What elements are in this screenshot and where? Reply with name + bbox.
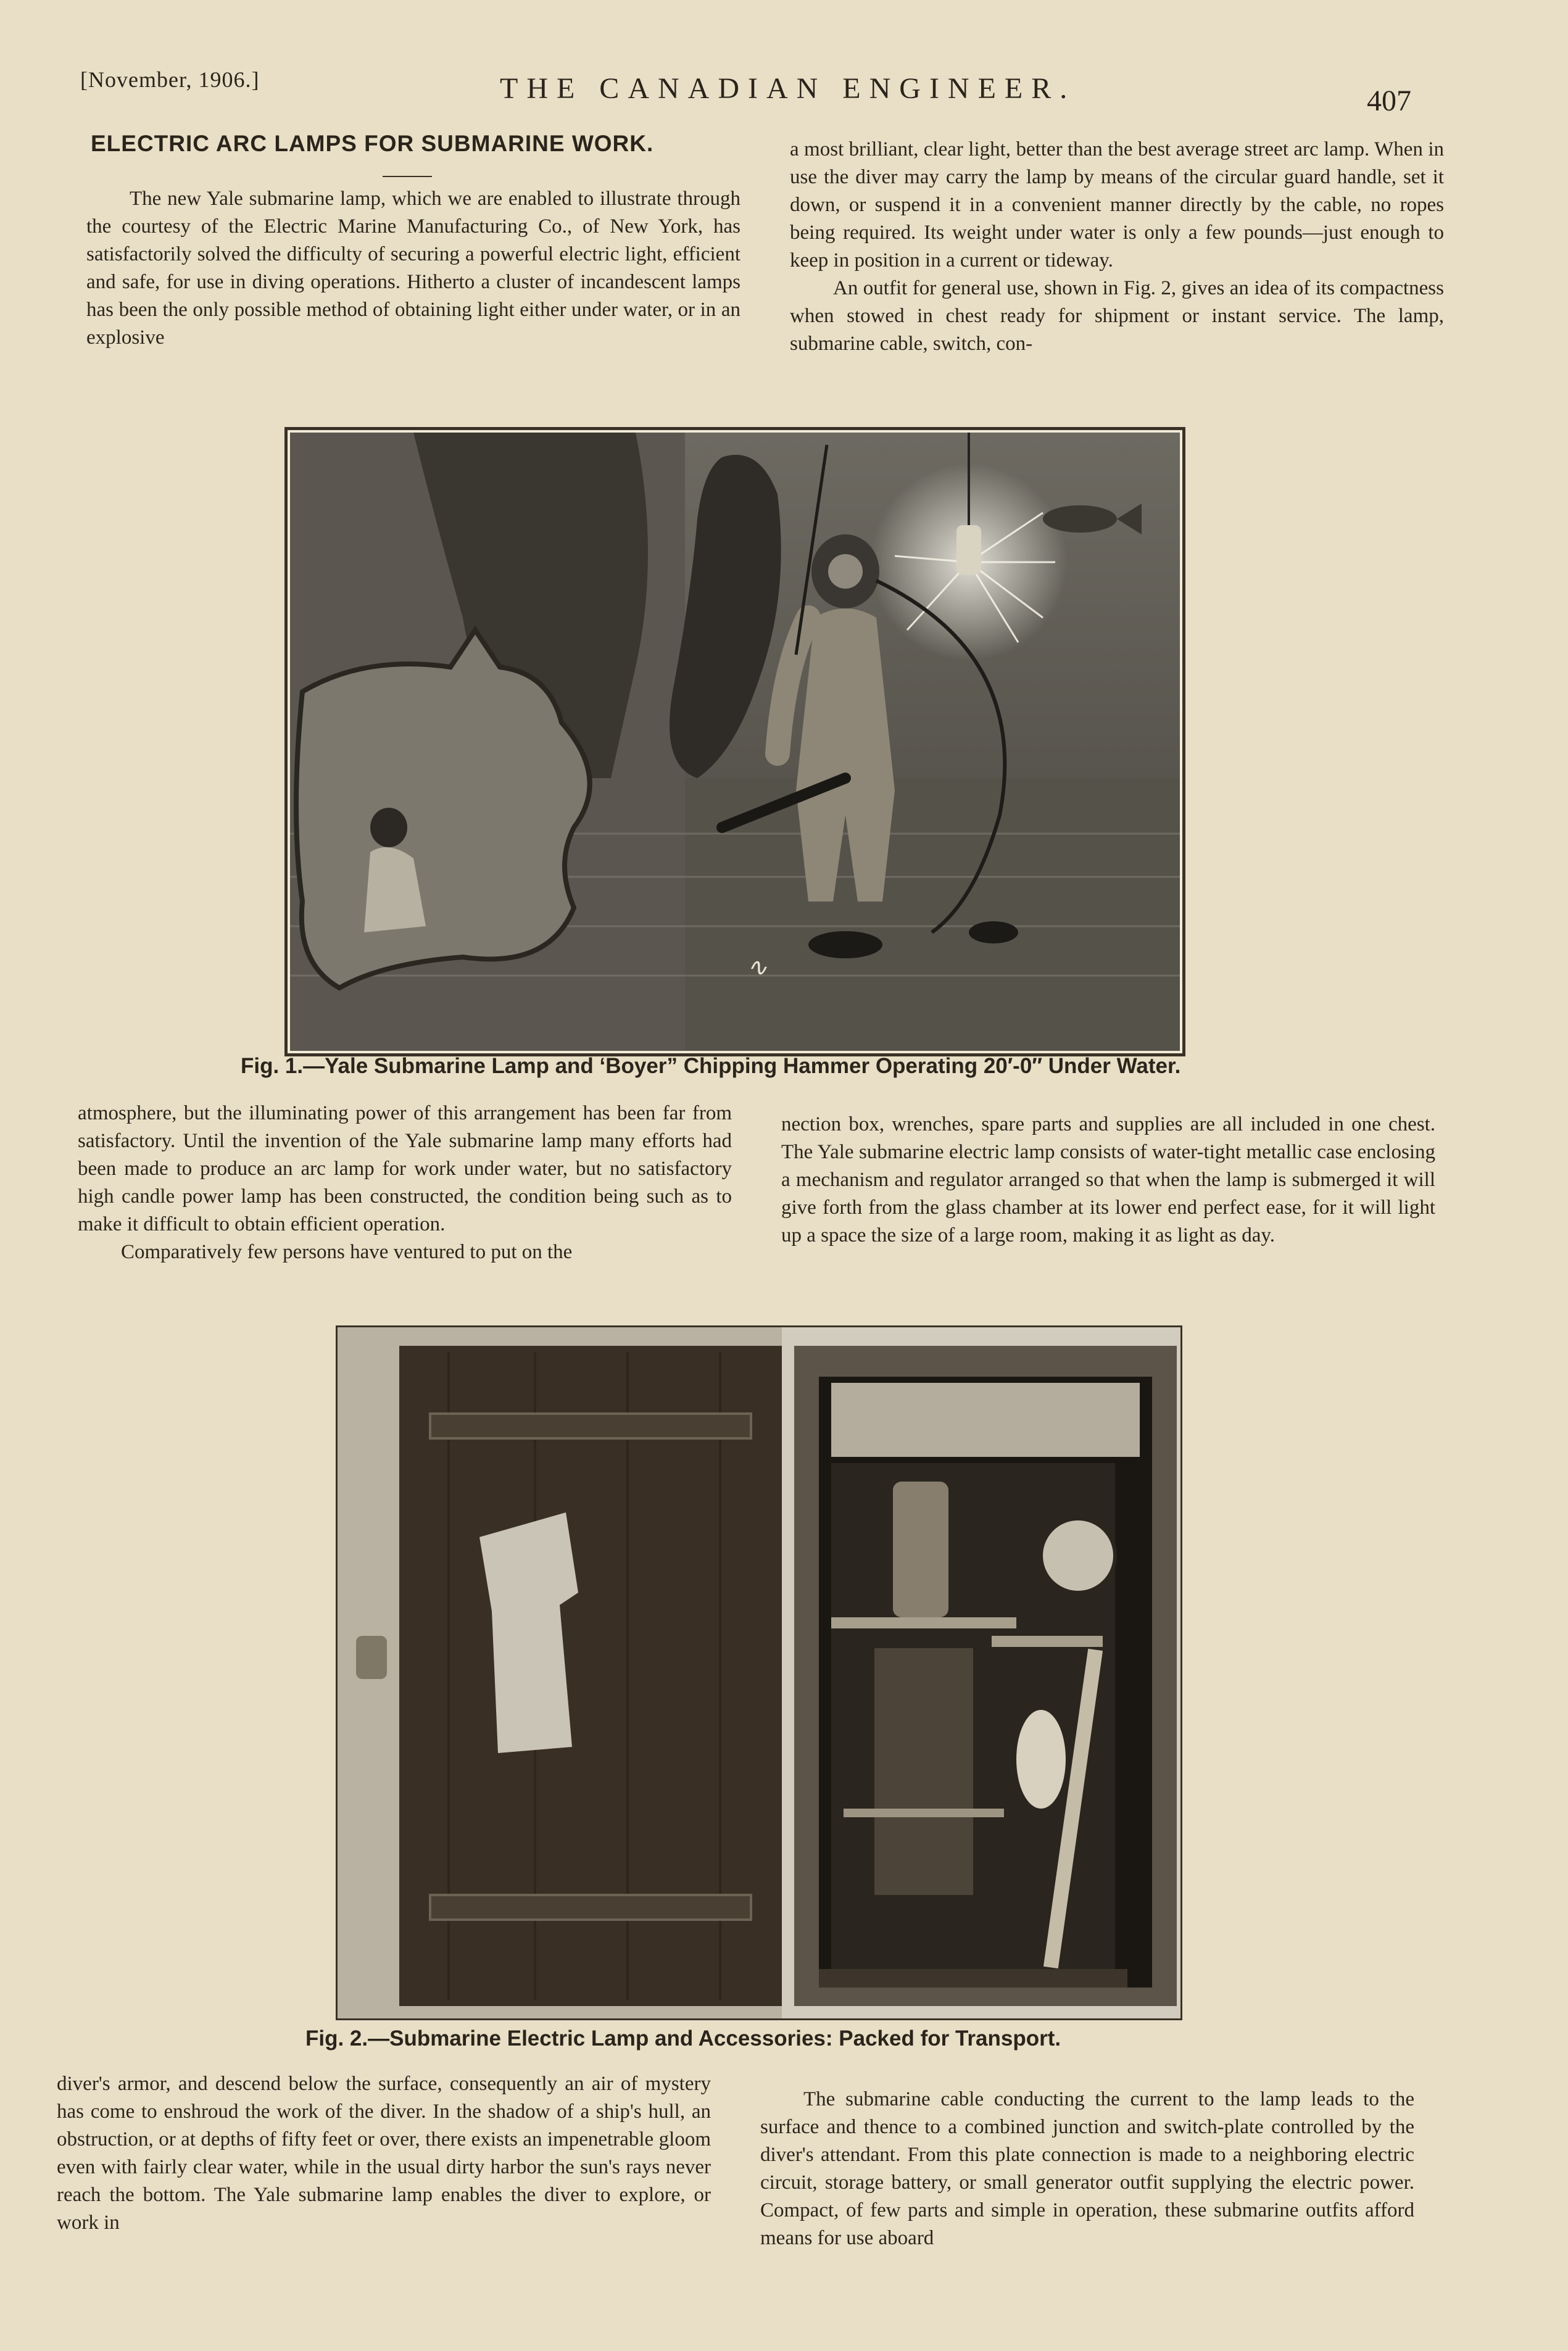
text-column-6: [760, 2086, 1414, 2252]
article-title: ELECTRIC ARC LAMPS FOR SUBMARINE WORK.: [91, 131, 654, 156]
paragraph: nection box, wrenches, spare parts and supplies are all included in one chest. The Yale submarine electric lamp consists of water-tight metallic case enclosing a mechanism and regulator arranged so that when the lamp is submerged it will give forth from the glass chamber at its lower end perfect ease, for it will light up a space the size of a large room, making it as light as day.: [781, 1113, 1435, 1246]
paragraph: atmosphere, but the illuminating power of this arrangement has been far from satisfactory. Until the invention of the Yale submarine lamp many efforts had been made to produce an arc lamp for work under water, but no satisfactory high candle power lamp has been constructed, the condition being such as to make it difficult to obtain efficient operation.: [78, 1102, 732, 1235]
paragraph: The submarine cable conducting the current to the lamp leads to the surface and thence to a combined junction and switch-plate controlled by the diver's attendant. From this plate connection is made to a neighboring electric circuit, storage battery, or small generator outfit supplying the electric power. Compact, of few parts and simple in operation, these submarine outfits afford means for use aboard: [760, 2088, 1414, 2249]
paragraph: Comparatively few persons have ventured to put on the: [121, 1241, 573, 1263]
underwater-scene-image: [290, 433, 1180, 1051]
page-number: 407: [1367, 85, 1411, 117]
text-column-4: [781, 1111, 1435, 1250]
paragraph: diver's armor, and descend below the surface, consequently an air of mystery has come to enshroud the work of the diver. In the shadow of a ship's hull, an obstruction, or at depths of fifty feet or over, there exists an impenetrable gloom even with fairly clear water, while in the usual dirty harbor the sun's rays never reach the bottom. The Yale submarine lamp enables the diver to explore, or work in: [57, 2073, 711, 2234]
svg-text:∿: ∿: [747, 953, 768, 981]
paragraph: The new Yale submarine lamp, which we are enabled to illustrate through the courtesy of the Electric Marine Manufacturing Co., of New York, has satisfactorily solved the difficulty of securing a powerful electric light, efficient and safe, for use in diving operations. Hitherto a cluster of incandescent lamps has been the only possible method of obtaining light either under water, or in an explosive: [86, 188, 740, 349]
running-header-date: [November, 1906.]: [80, 67, 260, 92]
figure-2-caption: Fig. 2.—Submarine Electric Lamp and Accessories: Packed for Transport.: [305, 2026, 1061, 2050]
paragraph: a most brilliant, clear light, better than the best average street arc lamp. When in use the diver may carry the lamp by means of the circular guard handle, set it down, or suspend it in a convenient manner directly by the cable, no ropes being required. Its weight under water is only a few pounds—just enough to keep in position in a current or tideway.: [790, 138, 1444, 272]
text-column-5: [57, 2070, 711, 2237]
running-header-journal: THE CANADIAN ENGINEER.: [500, 72, 1076, 105]
lamp-chest-image: [338, 1327, 1180, 2018]
text-column-2: [790, 136, 1444, 358]
title-rule: [383, 176, 432, 177]
figure-1-illustration: [288, 430, 1182, 1053]
figure-1-caption: Fig. 1.—Yale Submarine Lamp and ‘Boyer” Chipping Hammer Operating 20′-0″ Under Water.: [241, 1054, 1181, 1078]
text-column-3: [78, 1100, 732, 1266]
figure-2-photograph: [336, 1325, 1182, 2020]
paragraph: An outfit for general use, shown in Fig. 2, gives an idea of its compactness when stowed in chest ready for shipment or instant service. The lamp, submarine cable, switch, con-: [790, 277, 1444, 355]
text-column-1: [86, 185, 740, 352]
